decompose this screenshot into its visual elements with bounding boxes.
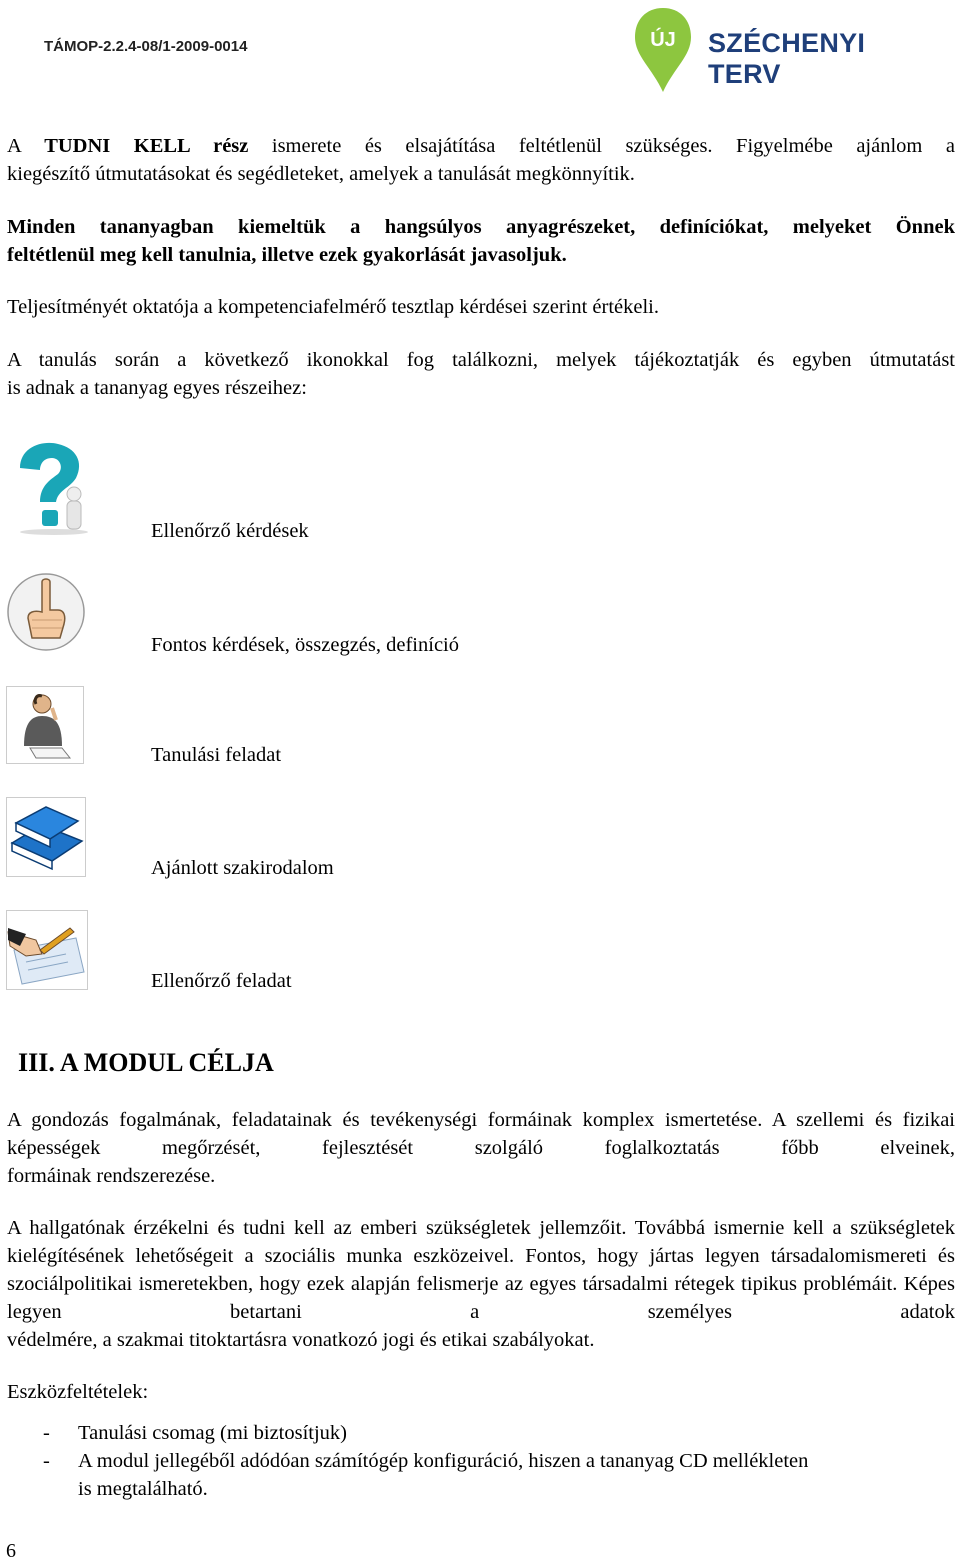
list-dash: - <box>43 1450 50 1472</box>
tudni-kell-emphasis: TUDNI KELL rész <box>44 135 249 157</box>
legend-label-learning-task: Tanulási feladat <box>151 744 282 766</box>
reading-person-icon <box>6 686 84 764</box>
legend-label-check-task: Ellenőrző feladat <box>151 970 292 992</box>
goal-paragraph-2: A hallgatónak érzékelni és tudni kell az emberi szükségletek jellemzőit. Továbbá ismernie kell a szükségletek kielégítésének lehetőségeit a szociális munka eszközeivel. Fontos, hogy jártas legyen társadalomismereti és szociálpolitikai ismeretekben, hogy ezek alapján felismerje az egyes társadalmi rétegek tipikus problémáit. Képes legyen betartani a személyes adatok védelmére, a szakmai titoktartásra vonatkozó jogi és etikai szabályokat. <box>7 1217 956 1351</box>
intro-paragraph-4: A tanulás során a következő ikonokkal fog találkozni, melyek tájékoztatják és egyben útmutatást is adnak a tananyag egyes részeihez: <box>7 349 955 399</box>
intro-paragraph-2: Minden tananyagban kiemeltük a hangsúlyos anyagrészeket, definíciókat, melyeket Önnek feltétlenül meg kell tanulnia, illetve ezek gyakorlását javasoljuk. <box>7 216 955 266</box>
tools-label: Eszközfeltételek: <box>7 1381 149 1403</box>
intro-paragraph-1: A TUDNI KELL rész ismerete és elsajátítása feltétlenül szükséges. Figyelmébe ajánlom a kiegészítő útmutatásokat és segédleteket, amelyek a tanulását megkönnyítik. <box>7 135 955 185</box>
goal-paragraph-1: A gondozás fogalmának, feladatainak és tevékenységi formáinak komplex ismertetése. A szellemi és fizikai képességek megőrzését, fejlesztését szolgáló foglalkoztatás főbb elveinek, formáinak rendszerezése. <box>7 1109 955 1187</box>
logo-mark-text: ÚJ <box>650 29 676 51</box>
page-number: 6 <box>6 1540 16 1562</box>
section-heading: III. A MODUL CÉLJA <box>18 1048 274 1077</box>
intro-paragraph-3: Teljesítményét oktatója a kompetenciafelmérő tesztlap kérdései szerint értékeli. <box>7 296 660 318</box>
legend-label-important: Fontos kérdések, összegzés, definíció <box>151 634 459 656</box>
szechenyi-terv-logo <box>632 6 932 94</box>
list-item-text: Tanulási csomag (mi biztosítjuk) <box>78 1422 348 1444</box>
writing-hand-icon <box>6 910 88 990</box>
list-dash: - <box>43 1422 50 1444</box>
uj-pin-icon <box>632 6 694 94</box>
legend-label-recommended-literature: Ajánlott szakirodalom <box>151 857 334 879</box>
books-icon <box>6 797 86 877</box>
project-code: TÁMOP-2.2.4-08/1-2009-0014 <box>44 38 248 55</box>
question-mark-person-icon <box>10 440 94 536</box>
logo-text: SZÉCHENYI TERV <box>708 28 866 89</box>
legend-label-check-questions: Ellenőrző kérdések <box>151 520 309 542</box>
list-item-text: A modul jellegéből adódóan számítógép konfiguráció, hiszen a tananyag CD mellékleten is megtalálható. <box>78 1450 809 1500</box>
pointing-finger-icon <box>6 572 86 652</box>
